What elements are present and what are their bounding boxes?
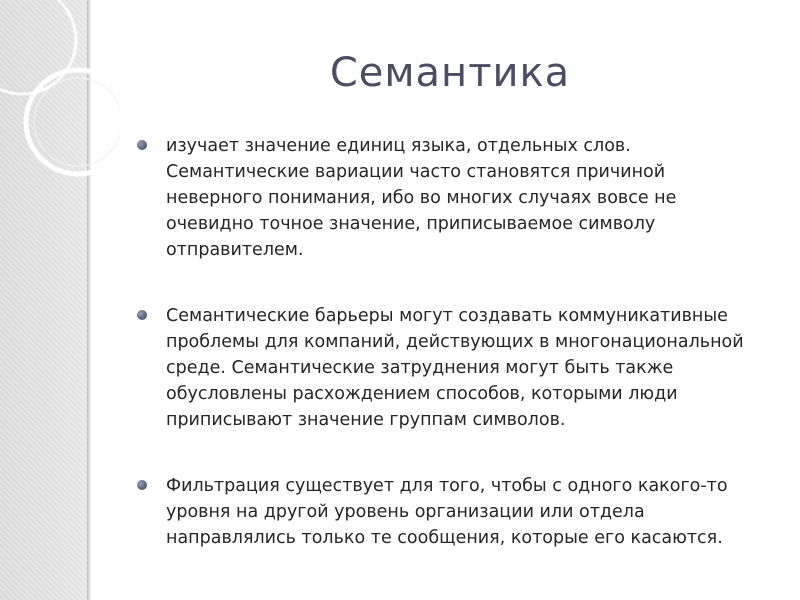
bullet-text-line: Семантические барьеры могут создавать коммуникативные (166, 306, 728, 326)
bullet-text-line: направлялись только те сообщения, которые его касаются. (166, 528, 723, 548)
bullet-text-line: Фильтрация существует для того, чтобы с одного какого-то (166, 476, 728, 496)
bullet-text-line: обусловлены расхождением способов, которыми люди (166, 384, 678, 404)
bullet-item-semantics-definition (135, 133, 775, 263)
bullet-text-line: уровня на другой уровень организации или отдела (166, 502, 645, 522)
bullet-text-line: отправителем. (166, 240, 304, 260)
round-bullet-icon (137, 310, 147, 320)
bullet-text-line: среде. Семантические затруднения могут быть также (166, 358, 674, 378)
bullet-list (135, 133, 775, 551)
decorative-circles-icon (0, 0, 120, 240)
bullet-text-line: изучает значение единиц языка, отдельных слов. (166, 136, 631, 156)
bullet-item-semantic-barriers (135, 303, 775, 433)
slide-title: Семантика (329, 50, 571, 96)
bullet-text-line: неверного понимания, ибо во многих случаях вовсе не (166, 188, 677, 208)
bullet-text-line: приписывают значение группам символов. (166, 410, 566, 430)
bullet-item-filtration (135, 473, 775, 551)
bullet-text-line: очевидно точное значение, приписываемое символу (166, 214, 656, 234)
bullet-text-line: Семантические вариации часто становятся причиной (166, 162, 666, 182)
round-bullet-icon (137, 480, 147, 490)
bullet-text-line: проблемы для компаний, действующих в многонациональной (166, 332, 744, 352)
round-bullet-icon (137, 140, 147, 150)
